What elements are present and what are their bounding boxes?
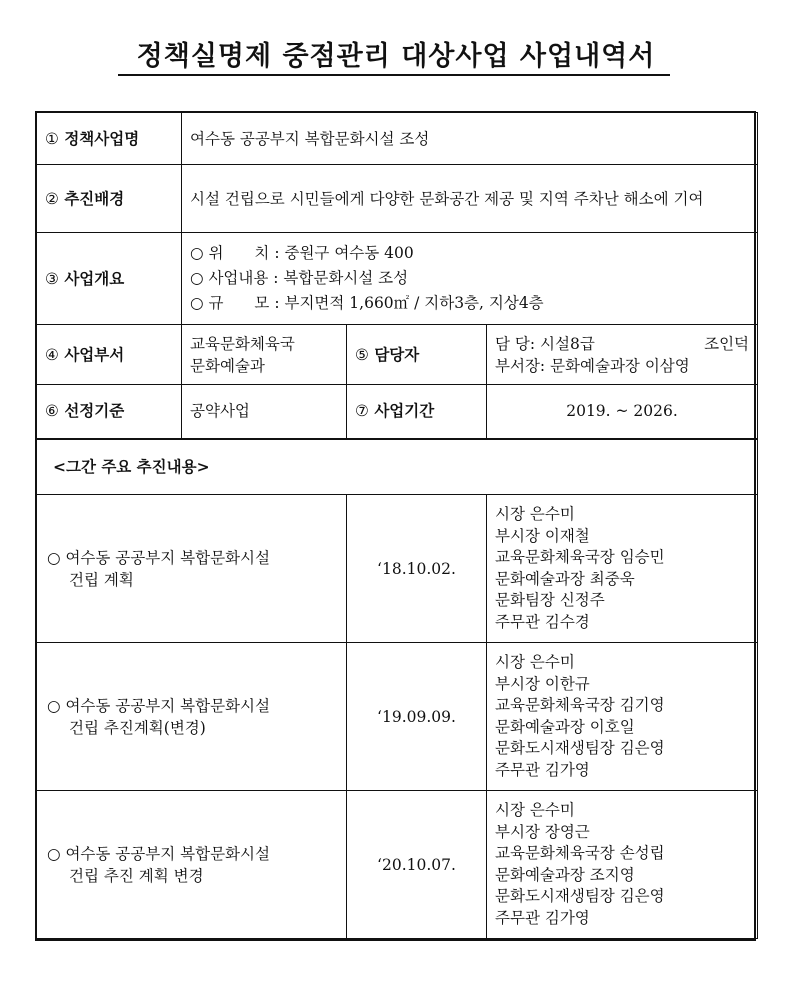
value-overview [182, 233, 758, 325]
value-criteria: 공약사업 [182, 385, 347, 439]
value-department: 교육문화체육국 문화예술과 [182, 325, 347, 385]
row-criteria [37, 385, 758, 439]
history-attendees: 시장 은수미 부시장 이한규 교육문화체육국장 김기영 문화예술과장 이호일 문화도시재생팀장 김은영 주무관 김가영 [487, 643, 758, 791]
overview-location: ○ 위 치 : 중원구 여수동 400 [190, 244, 414, 262]
value-policy-name: 여수동 공공부지 복합문화시설 조성 [182, 113, 758, 165]
history-attendees: 시장 은수미 부시장 이재철 교육문화체육국장 임승민 문화예술과장 최중욱 문화팀장 신정주 주무관 김수경 [487, 495, 758, 643]
history-date: ‘19.09.09. [347, 643, 487, 791]
label-department: ④ 사업부서 [37, 325, 182, 385]
label-period: ⑦ 사업기간 [347, 385, 487, 439]
history-description: ○ 여수동 공공부지 복합문화시설 건립 계획 [37, 495, 347, 643]
history-date: ‘20.10.07. [347, 791, 487, 939]
history-description: ○ 여수동 공공부지 복합문화시설 건립 추진 계획 변경 [37, 791, 347, 939]
row-policy-name [37, 113, 758, 165]
history-attendees: 시장 은수미 부시장 장영근 교육문화체육국장 손성립 문화예술과장 조지영 문화도시재생팀장 김은영 주무관 김가영 [487, 791, 758, 939]
overview-scale: ○ 규 모 : 부지면적 1,660㎡ / 지하3층, 지상4층 [190, 294, 544, 312]
history-row [37, 791, 758, 939]
row-overview [37, 233, 758, 325]
label-manager: ⑤ 담당자 [347, 325, 487, 385]
title-underline [118, 74, 670, 76]
history-row [37, 643, 758, 791]
value-background: 시설 건립으로 시민들에게 다양한 문화공간 제공 및 지역 주차난 해소에 기여 [182, 165, 758, 233]
value-manager: 담 당: 시설8급 조인덕 부서장: 문화예술과장 이삼영 [487, 325, 758, 385]
document-title: 정책실명제 중점관리 대상사업 사업내역서 [136, 41, 656, 72]
history-row [37, 495, 758, 643]
history-date: ‘18.10.02. [347, 495, 487, 643]
row-section-header [37, 439, 758, 495]
overview-content: ○ 사업내용 : 복합문화시설 조성 [190, 269, 409, 287]
value-period: 2019. ~ 2026. [487, 385, 758, 439]
label-criteria: ⑥ 선정기준 [37, 385, 182, 439]
label-policy-name: ① 정책사업명 [37, 113, 182, 165]
row-department [37, 325, 758, 385]
section-header: <그간 주요 추진내용> [37, 439, 758, 495]
history-description: ○ 여수동 공공부지 복합문화시설 건립 추진계획(변경) [37, 643, 347, 791]
project-detail-table [36, 112, 758, 939]
label-overview: ③ 사업개요 [37, 233, 182, 325]
label-background: ② 추진배경 [37, 165, 182, 233]
row-background [37, 165, 758, 233]
